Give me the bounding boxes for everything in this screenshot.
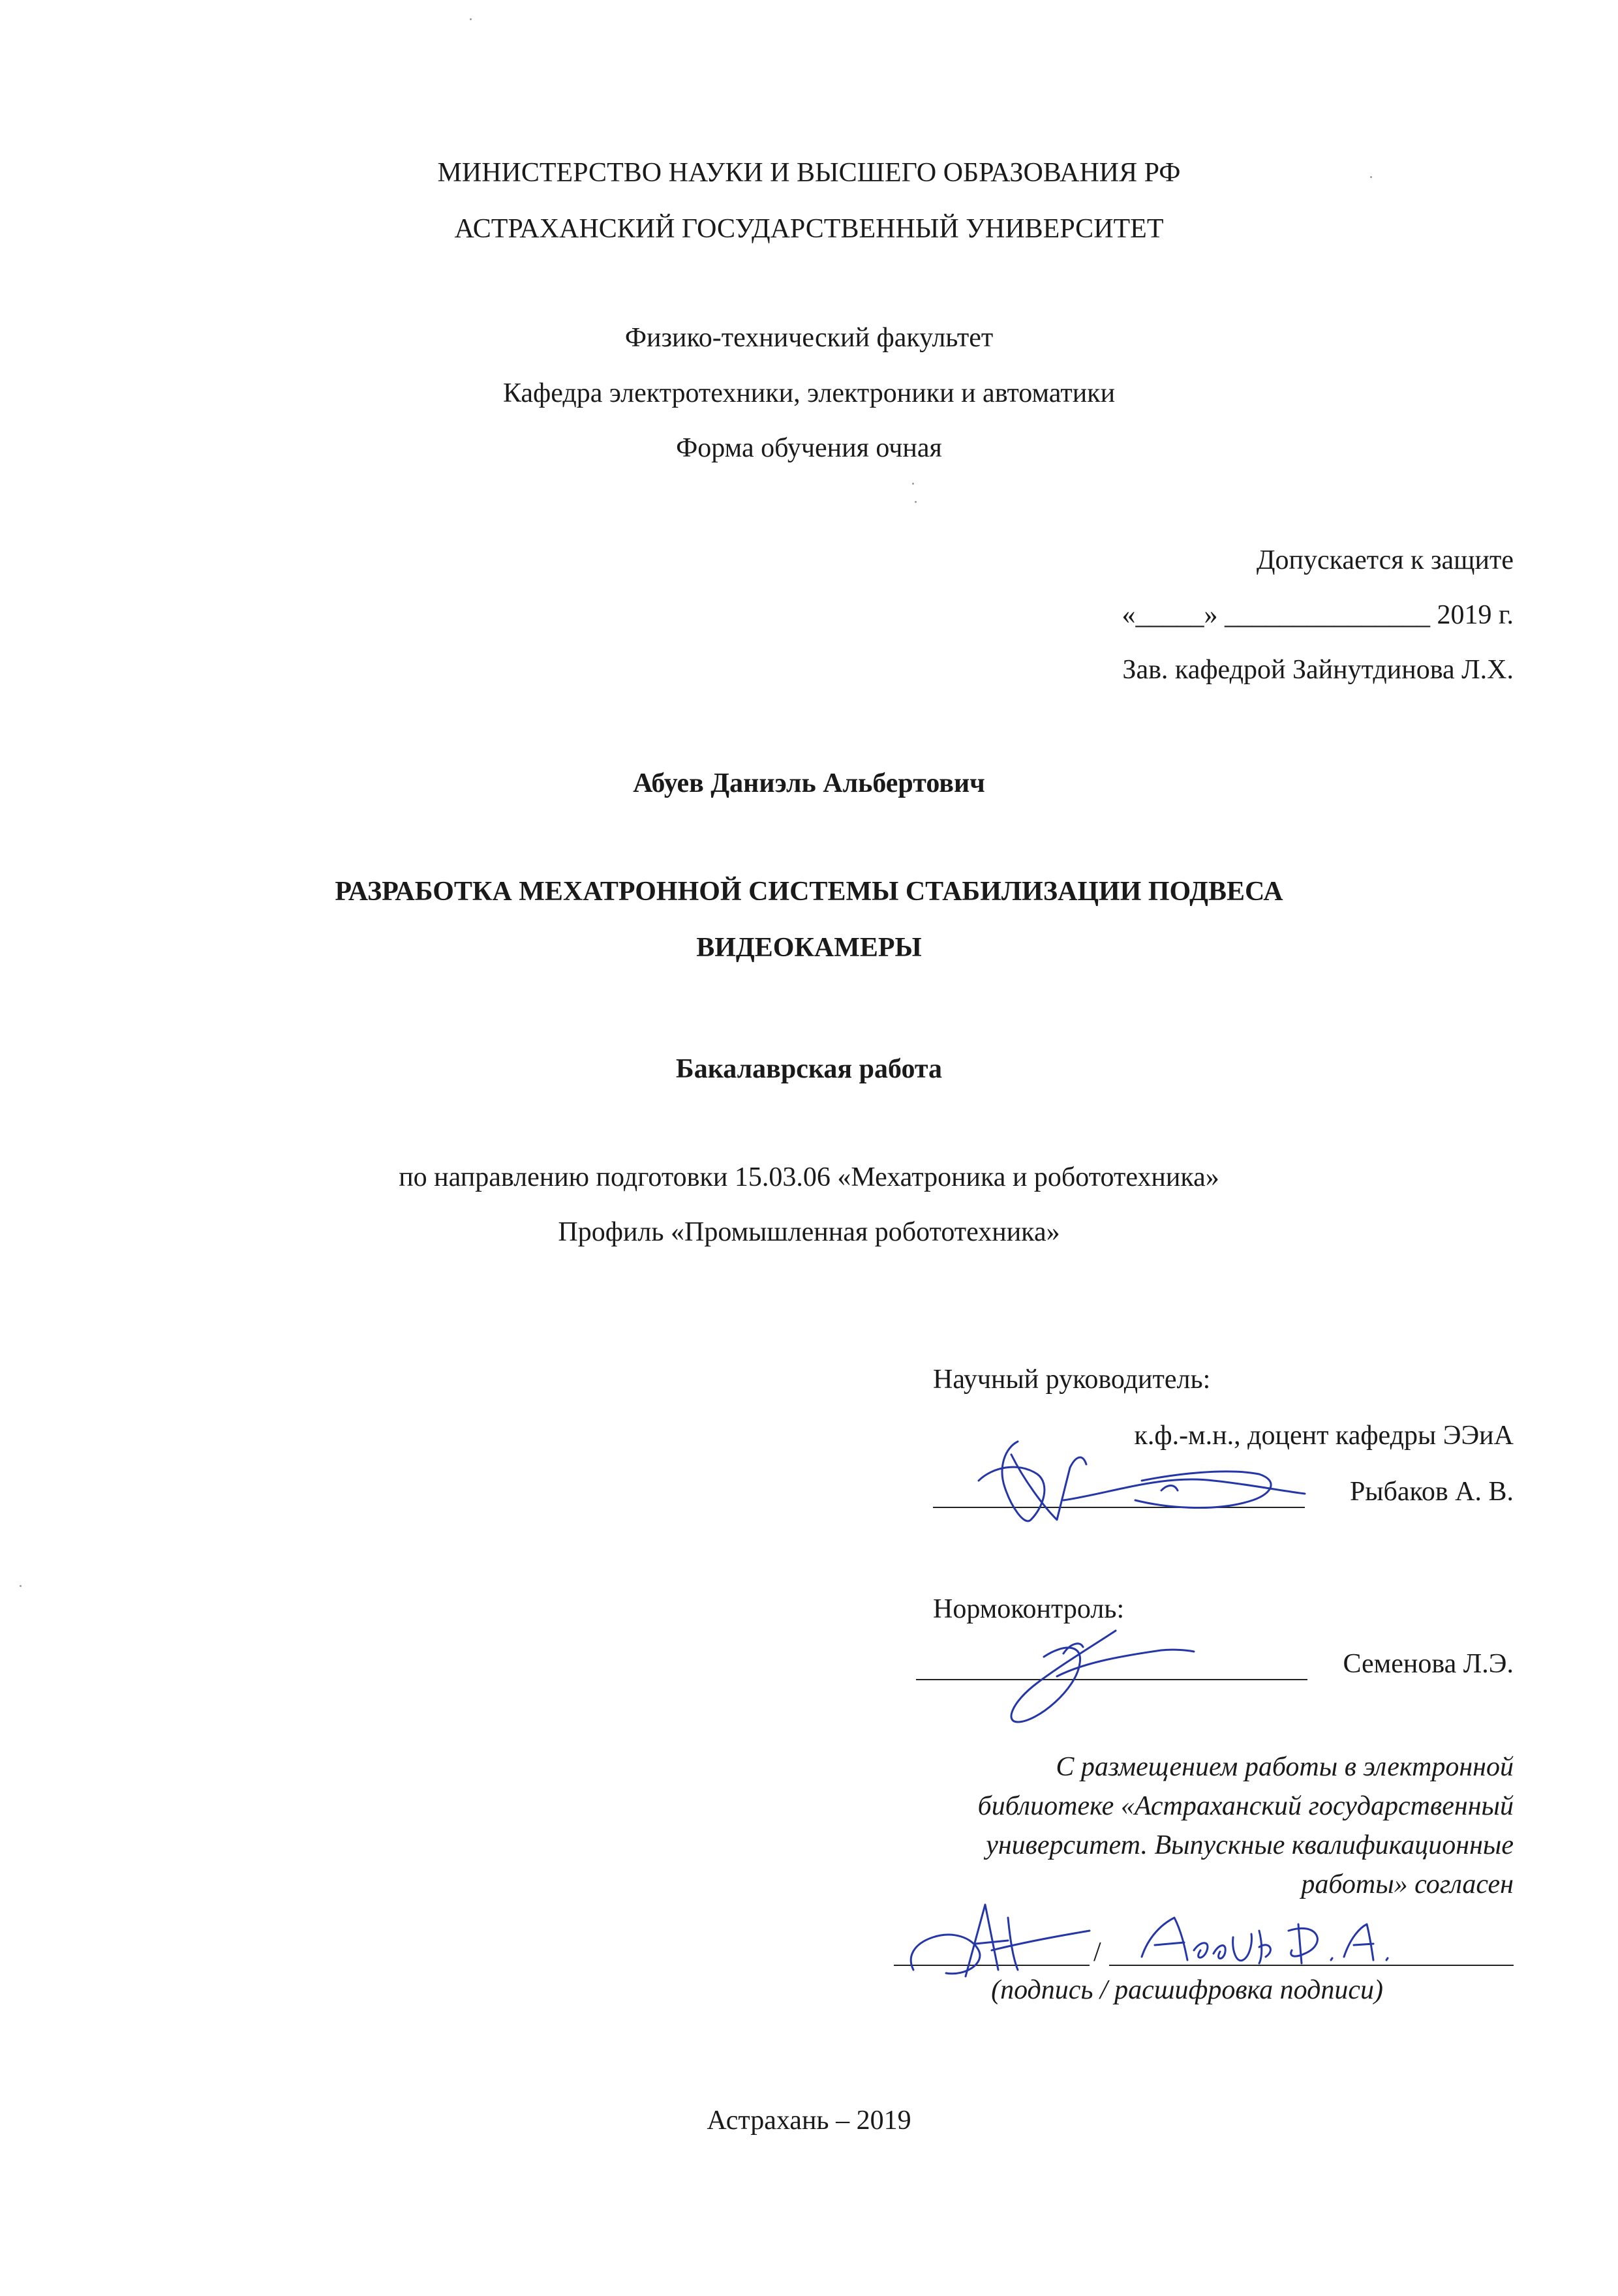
work-type: Бакалаврская работа [675,1054,943,1084]
norm-control-signature-line [916,1679,1307,1680]
norm-control-label: Нормоконтроль: [933,1594,1125,1624]
norm-control-signature [966,1618,1200,1729]
study-form: Форма обучения очная [676,433,942,463]
city-year: Астрахань – 2019 [707,2106,911,2136]
signature-caption: (подпись / расшифровка подписи) [991,1975,1383,2005]
scan-speck [1370,176,1372,178]
scan-speck [20,1585,22,1587]
profile-line: Профиль «Промышленная робототехника» [558,1217,1060,1247]
scan-speck [915,501,917,503]
admission-label: Допускается к защите [1256,545,1514,575]
scan-speck [912,483,914,485]
library-consent-line4: работы» согласен [1301,1869,1514,1899]
scan-speck [470,18,472,20]
signature-separator: / [1093,1937,1101,1967]
thesis-title-line1: РАЗРАБОТКА МЕХАТРОННОЙ СИСТЕМЫ СТАБИЛИЗАЦИИ ПОДВЕСА [335,877,1283,907]
library-consent-line1: С размещением работы в электронной [1056,1752,1514,1782]
head-of-chair: Зав. кафедрой Зайнутдинова Л.Х. [1122,655,1514,685]
university-name: АСТРАХАНСКИЙ ГОСУДАРСТВЕННЫЙ УНИВЕРСИТЕТ [454,214,1164,244]
supervisor-name: Рыбаков А. В. [1349,1477,1514,1507]
norm-control-name: Семенова Л.Э. [1343,1649,1514,1679]
faculty-name: Физико-технический факультет [624,323,994,353]
thesis-title-line2: ВИДЕОКАМЕРЫ [696,933,922,963]
student-name-line [1109,1965,1514,1966]
supervisor-signature-line [933,1507,1305,1508]
student-signature-line [894,1965,1090,1966]
library-consent-line2: библиотеке «Астраханский государственный [977,1791,1514,1821]
author-name: Абуев Даниэль Альбертович [633,768,985,798]
ministry-name: МИНИСТЕРСТВО НАУКИ И ВЫСШЕГО ОБРАЗОВАНИЯ РФ [437,158,1181,188]
supervisor-position: к.ф.-м.н., доцент кафедры ЭЭиА [1134,1421,1514,1451]
direction-line: по направлению подготовки 15.03.06 «Мехатроника и робототехника» [399,1162,1219,1192]
supervisor-label: Научный руководитель: [933,1365,1211,1395]
chair-name: Кафедра электротехники, электроники и автоматики [502,378,1116,408]
library-consent-line3: университет. Выпускные квалификационные [986,1830,1514,1860]
admission-date-line: «_____» _______________ 2019 г. [1122,600,1514,630]
